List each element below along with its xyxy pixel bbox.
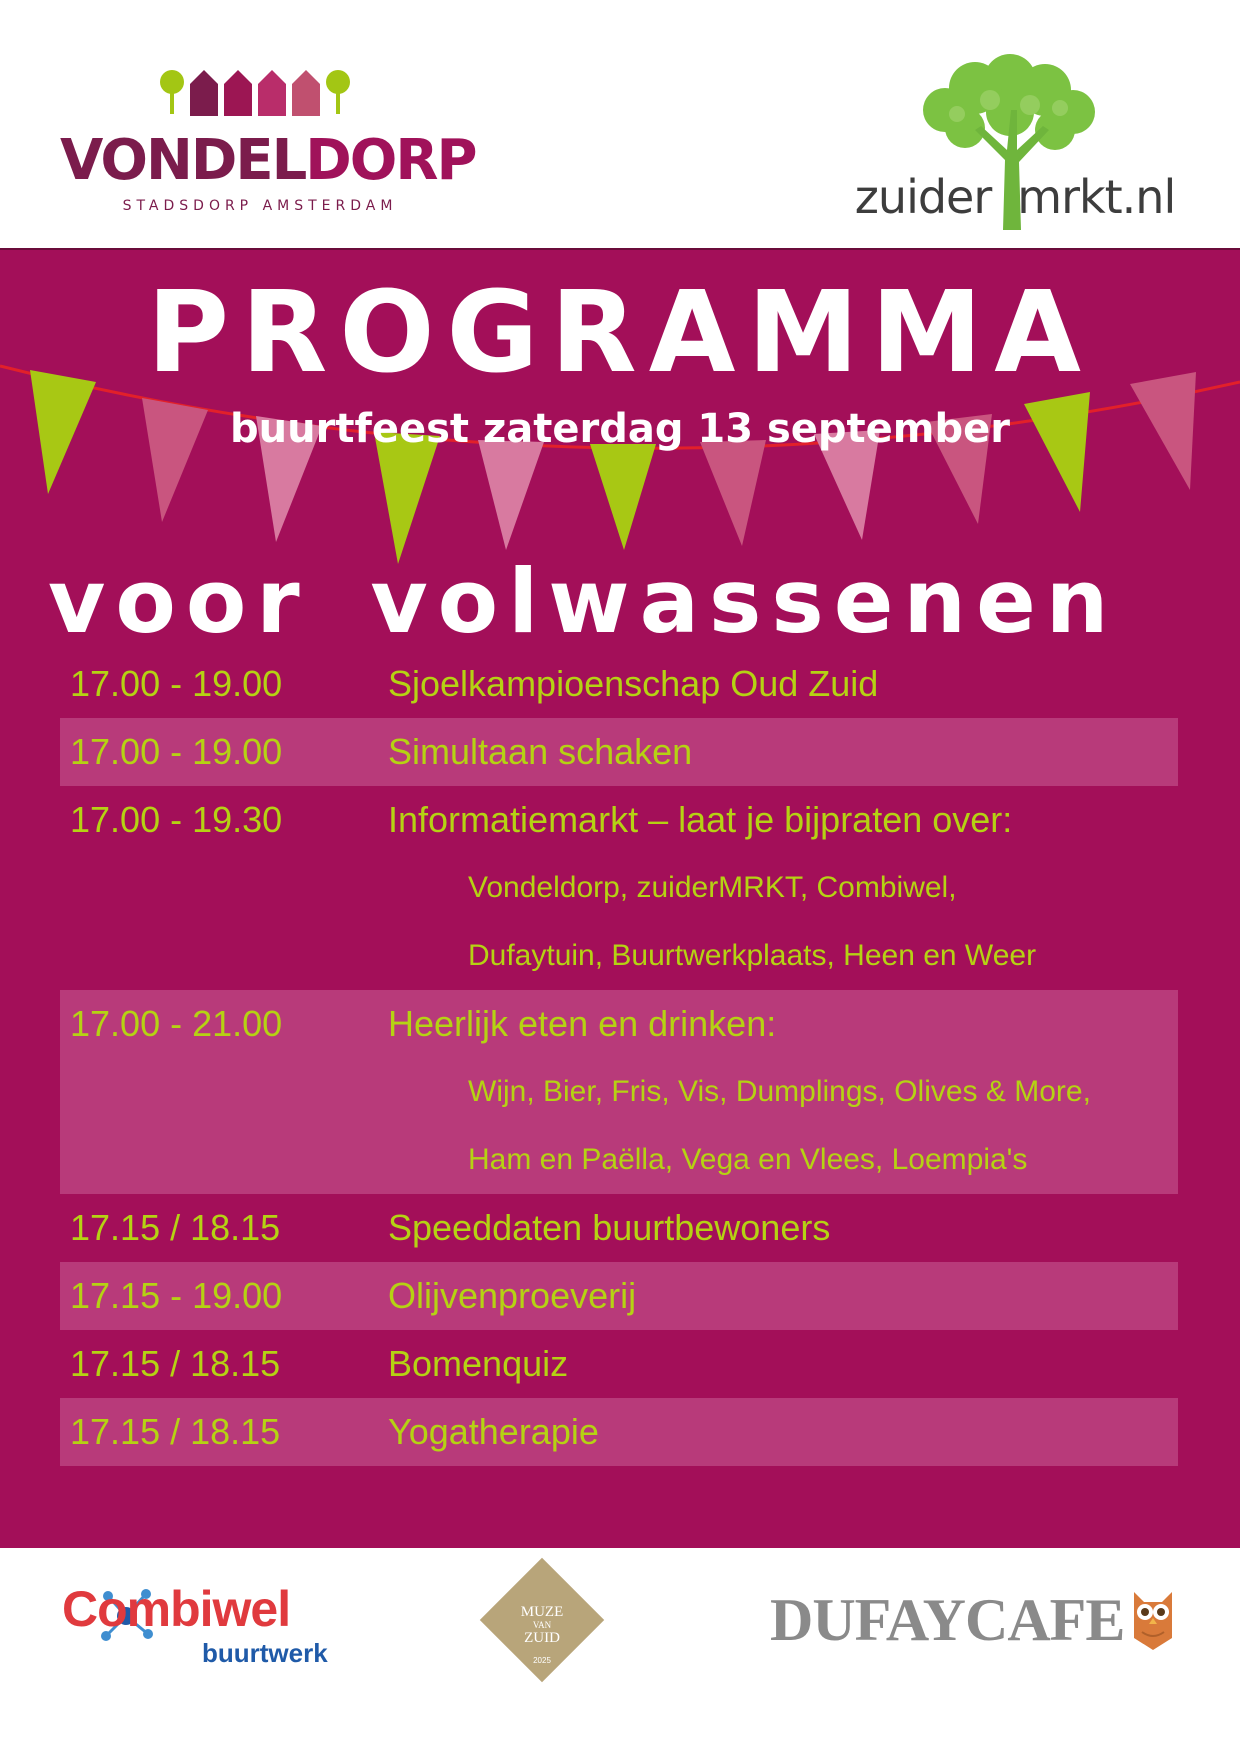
schedule-detail: Dufaytuin, Buurtwerkplaats, Heen en Weer bbox=[468, 939, 1037, 972]
owl-icon bbox=[1128, 1588, 1178, 1652]
vondeldorp-logo bbox=[60, 66, 476, 216]
combiwel-logo bbox=[62, 1580, 352, 1680]
schedule-row bbox=[60, 1194, 1178, 1262]
schedule-activity: Bomenquiz bbox=[388, 1343, 569, 1384]
schedule-row-main bbox=[60, 1330, 1178, 1398]
schedule-time: 17.15 / 18.15 bbox=[70, 1411, 281, 1452]
schedule-row bbox=[60, 1330, 1178, 1398]
schedule-activity: Informatiemarkt – laat je bijpraten over: bbox=[388, 799, 1013, 840]
schedule-row-main bbox=[60, 1262, 1178, 1330]
schedule-time: 17.00 - 19.00 bbox=[70, 663, 283, 704]
schedule-time: 17.15 - 19.00 bbox=[70, 1275, 283, 1316]
muze-wordmark: MUZE VAN ZUID bbox=[520, 1604, 564, 1646]
schedule-activity: Yogatherapie bbox=[388, 1411, 599, 1452]
schedule-row bbox=[60, 1398, 1178, 1466]
schedule-row-main bbox=[60, 650, 1178, 718]
schedule-detail: Wijn, Bier, Fris, Vis, Dumplings, Olives & More, bbox=[468, 1075, 1091, 1108]
schedule-time: 17.00 - 21.00 bbox=[70, 1003, 283, 1044]
schedule-row bbox=[60, 1262, 1178, 1330]
muze-van-zuid-logo bbox=[490, 1568, 610, 1698]
schedule-row-main bbox=[60, 990, 1178, 1058]
poster-subtitle: buurtfeest zaterdag 13 september bbox=[230, 406, 1010, 452]
schedule-activity: Heerlijk eten en drinken: bbox=[388, 1003, 777, 1044]
schedule-time: 17.15 / 18.15 bbox=[70, 1207, 281, 1248]
muze-year: 2025 bbox=[533, 1656, 551, 1665]
schedule-time: 17.00 - 19.00 bbox=[70, 731, 283, 772]
schedule-time: 17.00 - 19.30 bbox=[70, 799, 283, 840]
schedule-row bbox=[60, 786, 1178, 990]
schedule-activity: Sjoelkampioenschap Oud Zuid bbox=[388, 663, 879, 704]
vondeldorp-tagline: STADSDORP AMSTERDAM bbox=[122, 198, 398, 214]
schedule-row-main bbox=[60, 1398, 1178, 1466]
audience-heading: voor volwassenen bbox=[48, 550, 1119, 653]
dufaycafe-wordmark: DUFAYCAFE bbox=[770, 1587, 1125, 1653]
schedule-row bbox=[60, 718, 1178, 786]
zuidermrkt-wordmark: zuider mrkt.nl bbox=[854, 170, 1176, 224]
schedule-list bbox=[60, 650, 1178, 1466]
vondeldorp-wordmark: VONDELDORP bbox=[60, 128, 476, 193]
schedule-row bbox=[60, 650, 1178, 718]
combiwel-sub: buurtwerk bbox=[202, 1638, 328, 1668]
zuidermrkt-logo bbox=[845, 50, 1185, 230]
schedule-detail: Ham en Paëlla, Vega en Vlees, Loempia's bbox=[468, 1143, 1028, 1176]
schedule-activity: Simultaan schaken bbox=[388, 731, 693, 772]
poster-title: PROGRAMMA bbox=[147, 268, 1093, 398]
vondeldorp-houses-icon bbox=[60, 66, 460, 126]
schedule-activity: Speeddaten buurtbewoners bbox=[388, 1207, 831, 1248]
program-poster bbox=[0, 248, 1240, 1548]
combiwel-wordmark: Combiwel bbox=[62, 1581, 291, 1637]
schedule-activity: Olijvenproeverij bbox=[388, 1275, 637, 1316]
schedule-row-main bbox=[60, 718, 1178, 786]
schedule-time: 17.15 / 18.15 bbox=[70, 1343, 281, 1384]
schedule-row-main bbox=[60, 1194, 1178, 1262]
schedule-row-main bbox=[60, 786, 1178, 854]
schedule-detail: Vondeldorp, zuiderMRKT, Combiwel, bbox=[468, 871, 957, 904]
schedule-row bbox=[60, 990, 1178, 1194]
dufaycafe-logo bbox=[770, 1586, 1190, 1666]
